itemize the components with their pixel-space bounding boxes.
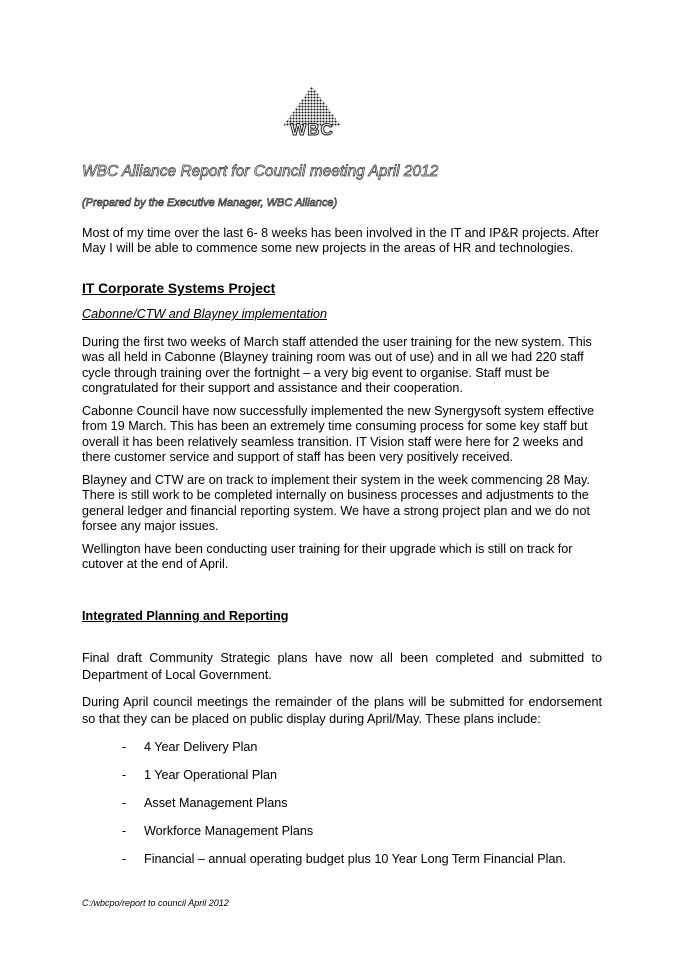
- it-section-heading: IT Corporate Systems Project: [82, 281, 276, 296]
- it-paragraph: Blayney and CTW are on track to implement their system in the week commencing 28 May. There is still work to be completed internally on business processes and adjustments to the general ledger and financial reporting system. We have a strong project plan and we do not forsee any major issues.: [82, 473, 591, 534]
- list-item: Financial – annual operating budget plus 10 Year Long Term Financial Plan.: [144, 852, 566, 866]
- logo-text: WBC: [290, 120, 334, 139]
- it-paragraph: During the first two weeks of March staff attended the user training for the new system. This was all held in Cabonne (Blayney training room was out of use) and in all we had 220 staff cycle through training over the fortnight – a very big event to organise. Staff must be congratulated for their support and assistance and their cooperation.: [82, 335, 592, 396]
- ipr-paragraph: Final draft Community Strategic plans have now all been completed and submitted to Department of Local Government.: [82, 651, 602, 682]
- report-title: WBC Alliance Report for Council meeting April 2012: [82, 163, 439, 180]
- ipr-section-heading: Integrated Planning and Reporting: [82, 609, 289, 623]
- list-marker: -: [122, 796, 127, 810]
- list-item: Asset Management Plans: [144, 796, 288, 810]
- it-paragraph: Cabonne Council have now successfully implemented the new Synergysoft system effective from 19 March. This has been an extremely time consuming process for some key staff but overall it has been relatively seamless transition. IT Vision staff were here for 2 weeks and there customer service and support of staff has been very positively received.: [82, 404, 595, 465]
- it-section-subheading: Cabonne/CTW and Blayney implementation: [82, 307, 328, 321]
- list-item: Workforce Management Plans: [144, 824, 314, 838]
- list-marker: -: [122, 768, 127, 782]
- it-paragraph: Wellington have been conducting user training for their upgrade which is still on track for cutover at the end of April.: [82, 542, 573, 572]
- wbc-logo: [280, 84, 344, 152]
- ipr-paragraph: During April council meetings the remainder of the plans will be submitted for endorsement so that they can be placed on public display during April/May. These plans include:: [82, 695, 602, 726]
- list-item: 1 Year Operational Plan: [144, 768, 278, 782]
- list-marker: -: [122, 852, 127, 866]
- list-marker: -: [122, 740, 127, 754]
- intro-paragraph: Most of my time over the last 6- 8 weeks has been involved in the IT and IP&R projects. After May I will be able to commence some new projects in the areas of HR and technologies.: [82, 226, 600, 256]
- list-marker: -: [122, 824, 127, 838]
- list-item: 4 Year Delivery Plan: [144, 740, 258, 754]
- footer-file-path: C:/wbcpo/report to council April 2012: [82, 898, 229, 908]
- report-subtitle: (Prepared by the Executive Manager, WBC Alliance): [82, 197, 338, 209]
